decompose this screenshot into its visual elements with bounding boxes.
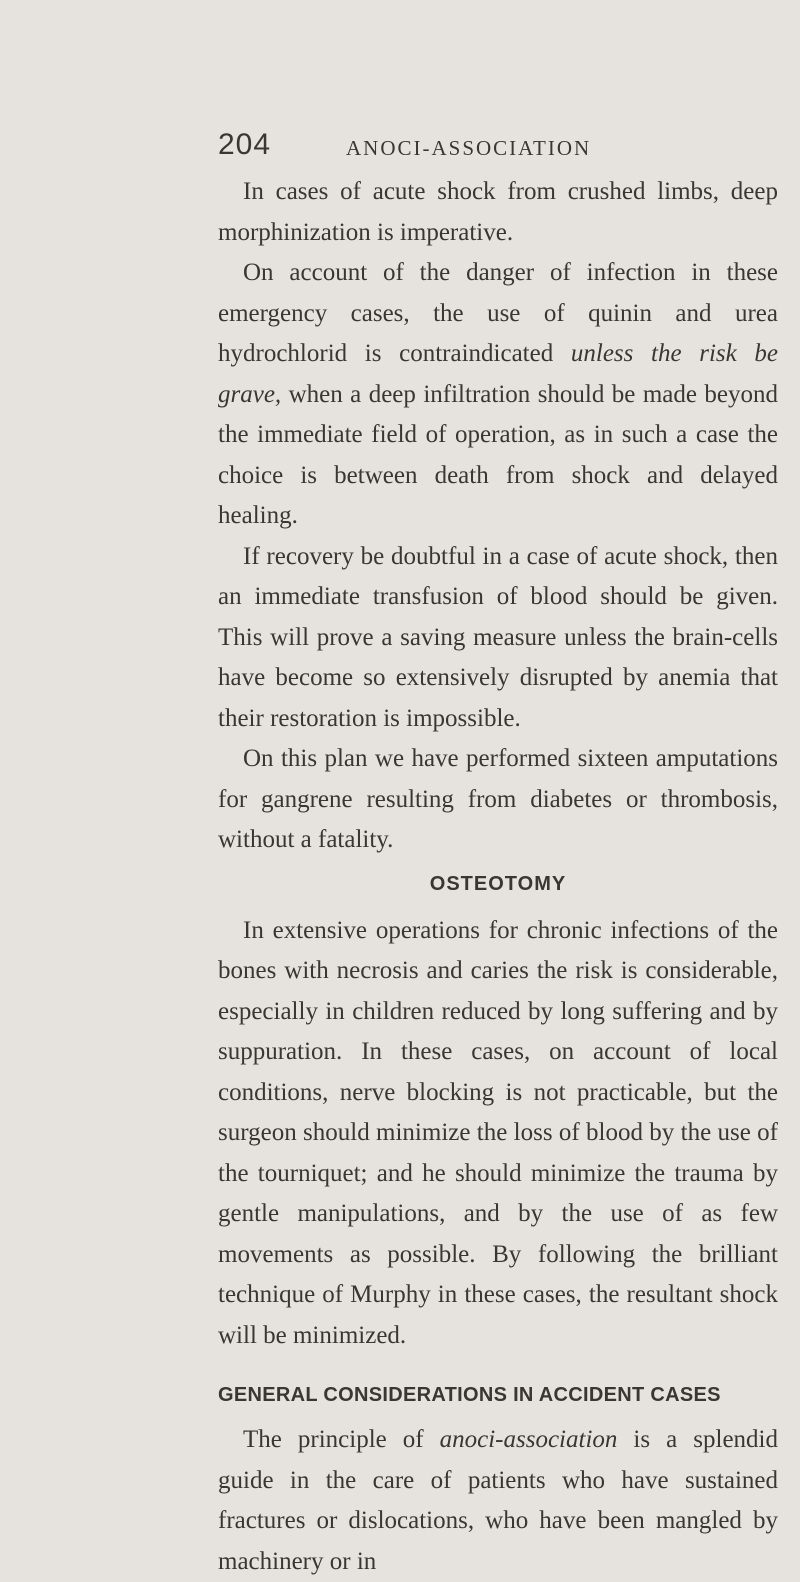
paragraph-morphinization: In cases of acute shock from crushed limbs, deep morphinization is imperative. bbox=[218, 178, 778, 246]
paragraph-amputations: On this plan we have performed sixteen amputations for gangrene resulting from diabetes or thrombosis, without a fatality. bbox=[218, 745, 778, 853]
paragraph-text: is a splendid guide in the care of patients who have sustained fractures or dislocations, who have been mangled by machinery or in bbox=[218, 1426, 778, 1575]
section-heading-general-considerations: GENERAL CONSIDERATIONS IN ACCIDENT CASES bbox=[218, 1384, 721, 1406]
section-heading-osteotomy: OSTEOTOMY bbox=[429, 872, 567, 895]
paragraph-infection bbox=[218, 253, 778, 537]
body-text bbox=[218, 172, 778, 1582]
paragraph-transfusion: If recovery be doubtful in a case of acute shock, then an immediate transfusion of blood should be given. This will prove a saving measure unless the brain-cells have become so extensively disrupted by anemia that their restoration is impossible. bbox=[218, 542, 778, 732]
running-head bbox=[218, 128, 778, 164]
paragraph-text: The principle of bbox=[243, 1426, 440, 1453]
paragraph-text: On account of the danger of infection in these emergency cases, the use of quinin and urea hydrochlorid is contraindicated bbox=[218, 259, 778, 367]
page-number: 204 bbox=[218, 128, 272, 161]
paragraph-osteotomy: In extensive operations for chronic infections of the bones with necrosis and caries the risk is considerable, especially in children reduced by long suffering and by suppuration. In these cases, on account of local conditions, nerve blocking is not practicable, but the surgeon should minimize the loss of blood by the use of the tourniquet; and he should minimize the trauma by gentle manipulations, and by the use of as few movements as possible. By following the brilliant technique of Murphy in these cases, the resultant shock will be minimized. bbox=[218, 916, 778, 1349]
running-title: ANOCI-ASSOCIATION bbox=[346, 136, 592, 160]
italic-phrase: anoci-association bbox=[439, 1426, 618, 1453]
paragraph-text: when a deep infiltration should be made beyond the immediate field of operation, as in such a case the choice is between death from shock and delayed healing. bbox=[218, 380, 778, 529]
italic-phrase: unless the risk be grave, bbox=[218, 340, 779, 408]
paragraph-anoci-association bbox=[218, 1420, 778, 1582]
